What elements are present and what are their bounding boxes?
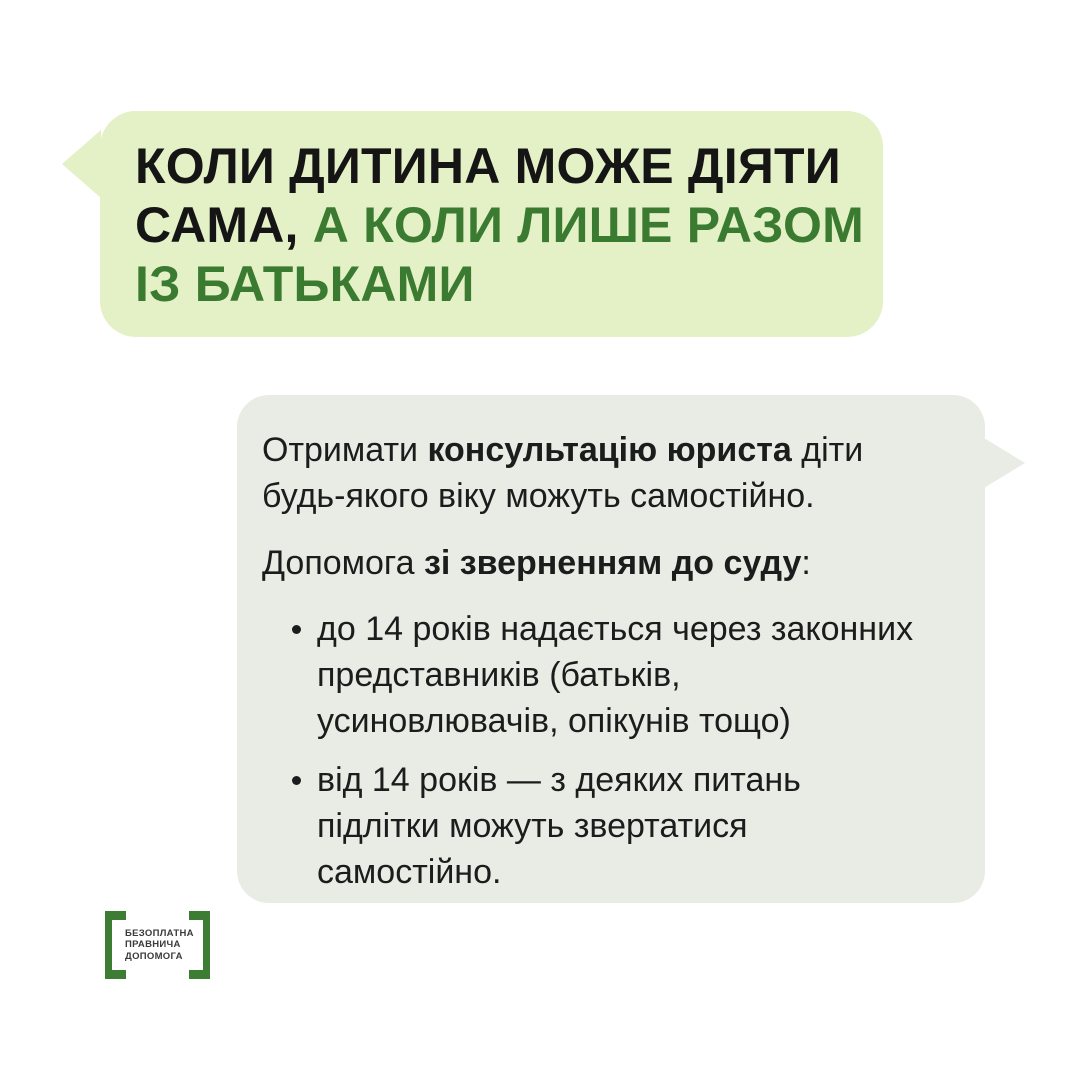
bullet-over-14-text: [317, 757, 801, 895]
title-bubble: [100, 111, 883, 337]
bullet-list: [262, 606, 955, 895]
bullet-under-14-text: [317, 606, 913, 744]
bullet-over-14-line-3: самостійно.: [317, 853, 502, 891]
logo-wordmark: [125, 928, 194, 963]
logo-line-3: ДОПОМОГА: [125, 950, 183, 962]
paragraph-consultation-line-1: [262, 431, 863, 469]
title-line-1-dark: КОЛИ ДИТИНА МОЖЕ ДІЯТИ: [135, 138, 841, 194]
title-line-1: [135, 137, 855, 196]
bullet-over-14-line-2: підлітки можуть звертатися: [317, 807, 748, 845]
logo-line-1: БЕЗОПЛАТНА: [125, 927, 194, 939]
title-line-3: [135, 255, 855, 314]
p2-text-bold: зі зверненням до суду: [423, 544, 802, 582]
paragraph-consultation-line-2: будь-якого віку можуть самостійно.: [262, 477, 815, 515]
p2-text-pre: Допомога: [262, 544, 424, 582]
bullet-under-14-line-1: до 14 років надається через законних: [317, 610, 914, 648]
body-bubble-tail-right-icon: [984, 438, 1025, 488]
body-bubble: [237, 395, 985, 903]
title-line-2: [135, 196, 864, 255]
p1-text-post: діти: [791, 431, 864, 469]
p1-text-pre: Отримати: [262, 431, 428, 469]
page-title: [135, 137, 864, 314]
title-line-2-dark: САМА,: [135, 197, 313, 253]
bullet-dot-icon: [292, 625, 301, 634]
bullet-item-under-14: [262, 606, 955, 744]
title-bubble-tail-left-icon: [62, 130, 101, 198]
bullet-item-over-14: [262, 757, 955, 895]
logo-left-bracket-icon: [105, 911, 126, 979]
bullet-under-14-line-2: представників (батьків,: [317, 656, 681, 694]
paragraph-court-help: [262, 540, 955, 586]
title-line-3-green: ІЗ БАТЬКАМИ: [135, 256, 475, 312]
logo-line-2: ПРАВНИЧА: [125, 939, 181, 951]
bullet-under-14-line-3: усиновлювачів, опікунів тощо): [317, 702, 791, 740]
paragraph-consultation: [262, 427, 955, 519]
p2-text-post: :: [801, 544, 811, 582]
logo-legal-aid: [105, 911, 210, 979]
p1-text-bold: консультацію юриста: [427, 431, 792, 469]
bullet-dot-icon: [292, 776, 301, 785]
bullet-over-14-line-1: від 14 років — з деяких питань: [317, 761, 801, 799]
title-line-2-green: А КОЛИ ЛИШЕ РАЗОМ: [312, 197, 864, 253]
